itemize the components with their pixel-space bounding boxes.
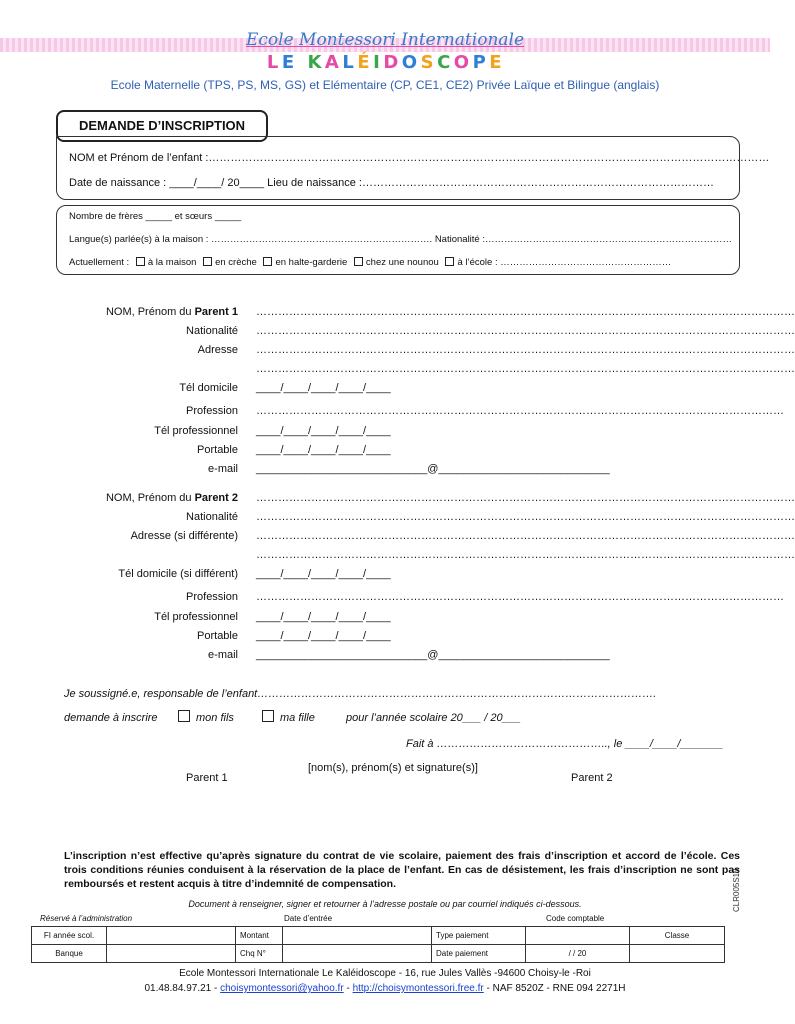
footer-website-link[interactable]: http://choisymontessori.free.fr <box>352 983 484 994</box>
option-home: à la maison <box>147 257 197 268</box>
brand-letter: E <box>489 52 504 73</box>
option-checkbox[interactable] <box>203 257 212 266</box>
parent2-label: Adresse (si différente) <box>130 530 238 542</box>
footer-naf: NAF 8520Z <box>492 983 544 994</box>
parent1-label: Tél professionnel <box>154 425 238 437</box>
fi-year-cell[interactable] <box>107 927 236 945</box>
option-checkbox[interactable] <box>354 257 363 266</box>
brand-letter <box>297 52 307 73</box>
brand-letter: S <box>420 52 436 73</box>
accounting-code-label: Code comptable <box>546 914 605 923</box>
parent2-field[interactable]: ……………………………………………………………………………………………………………………………… <box>256 591 784 603</box>
daughter-checkbox[interactable] <box>262 710 274 722</box>
payment-type-label: Type paiement <box>432 927 526 945</box>
bank-cell[interactable] <box>107 945 236 963</box>
brand-letter: O <box>401 52 419 73</box>
payment-date-cell[interactable]: / / 20 <box>526 945 630 963</box>
school-subtitle: Ecole Maternelle (TPS, PS, MS, GS) et Elémentaire (CP, CE1, CE2) Privée Laïque et Bilingue (anglais) <box>110 78 660 92</box>
siblings-field[interactable]: Nombre de frères _____ et sœurs _____ <box>69 211 242 222</box>
declaration-line[interactable]: Je soussigné.e, responsable de l’enfant………………………………………………………………………………………………. <box>64 688 657 700</box>
place-date-field[interactable]: Fait à ……………………………………….., le ____/____/_______ <box>406 738 724 750</box>
parent2-name-field[interactable]: ………………………………………………………………………………………………………………………………… <box>256 492 795 504</box>
parent2-field[interactable]: ………………………………………………………………………………………………………………………………… <box>256 549 795 561</box>
brand-letter: L <box>266 52 280 73</box>
son-option[interactable]: mon fils <box>178 710 234 724</box>
languages-field[interactable]: Langue(s) parlée(s) à la maison : ……………………………………………………………. Nationalité :…………………………………………………………………… <box>69 234 732 245</box>
parent1-label: Adresse <box>197 344 238 356</box>
brand-letter: O <box>453 52 471 73</box>
parent1-label: e-mail <box>208 463 238 475</box>
footer-contacts: 01.48.84.97.21 - choisymontessori@yahoo.fr - http://choisymontessori.free.fr - NAF 8520Z - RNE 094 2271H <box>144 983 626 994</box>
parent1-field[interactable]: ____/____/____/____/____ <box>256 382 391 394</box>
footer-address: Ecole Montessori Internationale Le Kaléidoscope - 16, rue Jules Vallès -94600 Choisy-le -Roi <box>179 968 591 979</box>
footer-phone: 01.48.84.97.21 <box>144 983 212 994</box>
option-nounou: chez une nounou <box>365 257 439 268</box>
parent1-label: Nationalité <box>186 325 238 337</box>
entry-date-label: Date d’entrée <box>284 914 333 923</box>
form-title: DEMANDE D’INSCRIPTION <box>56 110 268 142</box>
parent2-label: Tél domicile (si différent) <box>118 568 238 580</box>
parent2-field[interactable]: ____/____/____/____/____ <box>256 630 391 642</box>
parent1-field[interactable]: ………………………………………………………………………………………………………………………………… <box>256 363 795 375</box>
parent2-name-label: NOM, Prénom du Parent 2 <box>105 492 238 504</box>
bank-label: Banque <box>32 945 107 963</box>
option-ecole: à l’école : ……………………………………………… <box>457 257 672 268</box>
school-name-script: Ecole Montessori Internationale <box>245 30 525 50</box>
class-cell[interactable] <box>630 945 725 963</box>
admin-table <box>31 926 725 963</box>
parent2-field[interactable]: ………………………………………………………………………………………………………………………………… <box>256 511 795 523</box>
child-name-field[interactable]: NOM et Prénom de l’enfant :……………………………………………………………………………………………………………………………………… <box>69 152 770 164</box>
option-halte: en halte-garderie <box>275 257 348 268</box>
class-label: Classe <box>630 927 725 945</box>
parent2-label: Profession <box>186 591 238 603</box>
parent1-field[interactable]: ………………………………………………………………………………………………………………………………… <box>256 344 795 356</box>
registration-notice: L’inscription n’est effective qu’après signature du contrat de vie scolaire, paiement des frais d’inscription et accord de l’école. Ces trois conditions réunies conduisent à la réservation de la place de l’enfant. En cas de désistement, les frais d’inscription ne sont pas remboursés et restent acquis à titre d’indemnité de compensation. <box>64 850 740 890</box>
check-no-label: Chq N° <box>236 945 283 963</box>
signature-note: [nom(s), prénom(s) et signature(s)] <box>308 762 478 774</box>
brand-letter: D <box>383 52 400 73</box>
family-info-box <box>56 205 740 275</box>
parent2-field[interactable]: ____/____/____/____/____ <box>256 611 391 623</box>
footer-email-link[interactable]: choisymontessori@yahoo.fr <box>220 983 344 994</box>
parent1-field[interactable]: ………………………………………………………………………………………………………………………………… <box>256 325 795 337</box>
brand-letter: E <box>281 52 296 73</box>
option-checkbox[interactable] <box>263 257 272 266</box>
parent2-label: e-mail <box>208 649 238 661</box>
parent1-label: Profession <box>186 405 238 417</box>
parent1-label: Tél domicile <box>179 382 238 394</box>
admin-reserved-label: Réservé à l’administration <box>40 914 133 923</box>
child-info-box <box>56 136 770 200</box>
payment-type-cell[interactable] <box>526 927 630 945</box>
parent1-field[interactable]: ……………………………………………………………………………………………………………………………… <box>256 405 784 417</box>
brand-letter: L <box>342 52 356 73</box>
parent1-field[interactable]: ____/____/____/____/____ <box>256 444 391 456</box>
parent2-label: Portable <box>197 630 238 642</box>
brand-letter: P <box>472 52 488 73</box>
parent1-signature-label: Parent 1 <box>186 772 228 784</box>
option-checkbox[interactable] <box>136 257 145 266</box>
payment-date-label: Date paiement <box>432 945 526 963</box>
brand-letter: C <box>437 52 452 73</box>
school-brand-logo <box>0 52 770 73</box>
amount-cell[interactable] <box>283 927 432 945</box>
parent1-label: Portable <box>197 444 238 456</box>
parent1-field[interactable]: ____________________________@____________________________ <box>256 463 610 475</box>
parent2-field[interactable]: ____________________________@____________________________ <box>256 649 610 661</box>
birth-date-field[interactable]: Date de naissance : ____/____/ 20____ Lieu de naissance :…………………………………………………………………………………… <box>69 177 714 189</box>
parent2-label: Nationalité <box>186 511 238 523</box>
parent1-name-field[interactable]: ………………………………………………………………………………………………………………………………… <box>256 306 795 318</box>
current-care-row <box>69 257 671 268</box>
brand-letter: I <box>373 52 382 73</box>
request-label: demande à inscrire <box>64 712 158 724</box>
check-no-cell[interactable] <box>283 945 432 963</box>
parent2-field[interactable]: ____/____/____/____/____ <box>256 568 391 580</box>
son-checkbox[interactable] <box>178 710 190 722</box>
option-checkbox[interactable] <box>445 257 454 266</box>
option-creche: en crèche <box>215 257 257 268</box>
brand-letter: A <box>324 52 341 73</box>
parent2-label: Tél professionnel <box>154 611 238 623</box>
school-year-field[interactable]: pour l’année scolaire 20___ / 20___ <box>346 712 521 724</box>
current-care-label: Actuellement : <box>69 257 130 268</box>
footer-rne: RNE 094 2271H <box>552 983 626 994</box>
parent2-signature-label: Parent 2 <box>571 772 613 784</box>
brand-letter: É <box>357 52 372 73</box>
brand-letter: K <box>307 52 323 73</box>
parent2-field[interactable]: ………………………………………………………………………………………………………………………………… <box>256 530 795 542</box>
daughter-option[interactable]: ma fille <box>262 710 315 724</box>
reference-code: CLR005S10 <box>732 868 741 912</box>
parent1-field[interactable]: ____/____/____/____/____ <box>256 425 391 437</box>
fi-year-label: FI année scol. <box>32 927 107 945</box>
amount-label: Montant <box>236 927 283 945</box>
instructions: Document à renseigner, signer et retourner à l’adresse postale ou par courriel indiqués ci-dessous. <box>188 899 582 909</box>
parent1-name-label: NOM, Prénom du Parent 1 <box>105 306 238 318</box>
